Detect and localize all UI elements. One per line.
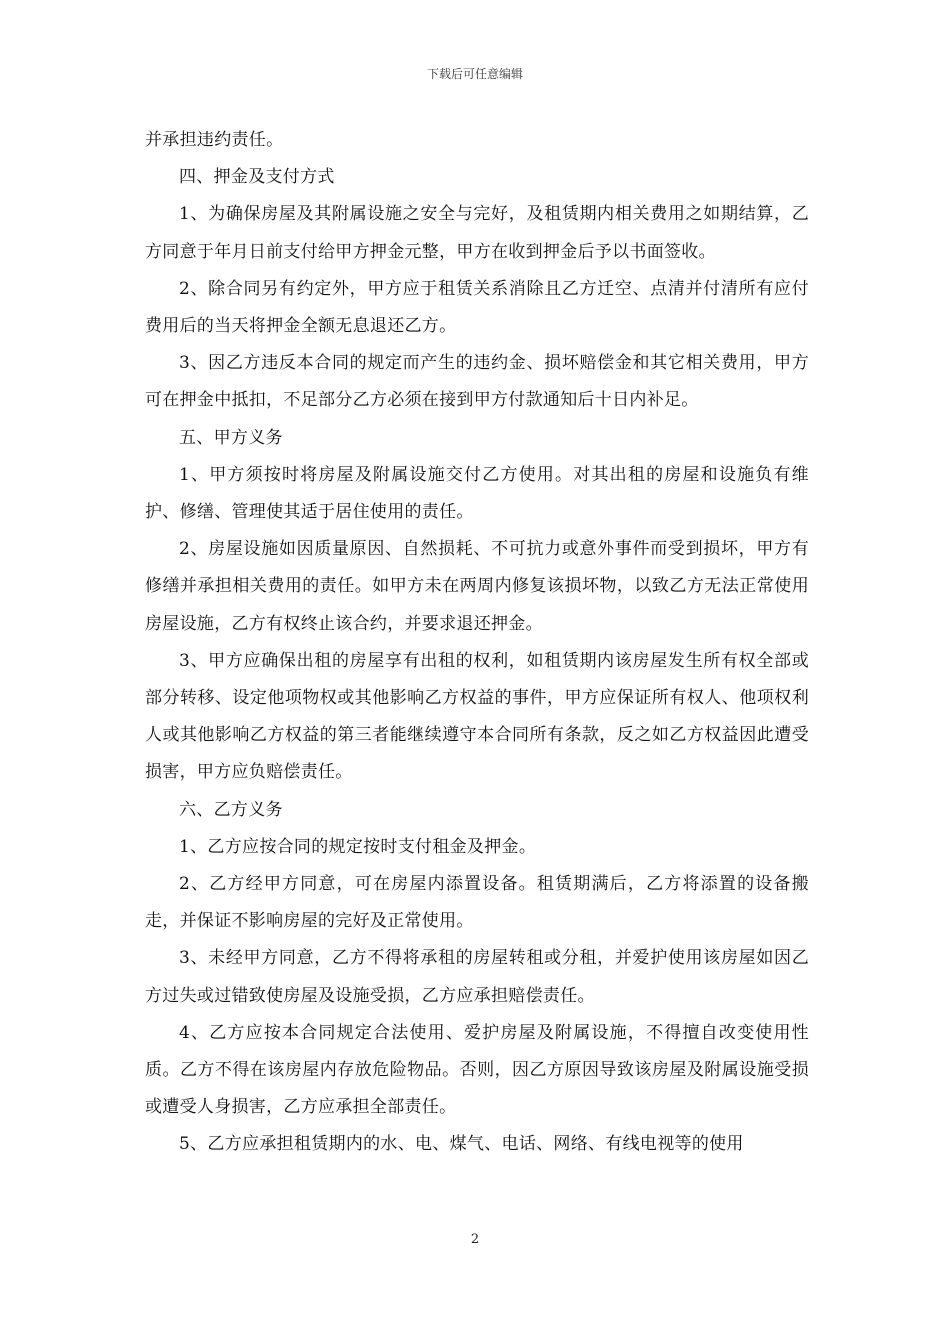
section-heading-party-a: 五、甲方义务 (179, 427, 283, 448)
document-body (145, 122, 809, 1164)
paragraph-deposit-2: 2、除合同另有约定外，甲方应于租赁关系消除且乙方迁空、点清并付清所有应付费用后的当天将押金全额无息退还乙方。 (145, 278, 809, 337)
page-number: 2 (470, 1232, 480, 1247)
paragraph-1: 并承担违约责任。 (145, 130, 284, 150)
section-heading-deposit: 四、押金及支付方式 (179, 167, 335, 188)
paragraph-party-b-4: 4、乙方应按本合同规定合法使用、爱护房屋及附属设施，不得擅自改变使用性质。乙方不得在该房屋内存放危险物品。否则，因乙方原因导致该房屋及附属设施受损或遭受人身损害，乙方应承担全部责任。 (145, 1022, 809, 1118)
paragraph-party-a-2: 2、房屋设施如因质量原因、自然损耗、不可抗力或意外事件而受到损坏，甲方有修缮并承担相关费用的责任。如甲方未在两周内修复该损坏物，以致乙方无法正常使用房屋设施，乙方有权终止该合约，并要求退还押金。 (145, 539, 809, 634)
paragraph-party-a-3: 3、甲方应确保出租的房屋享有出租的权利，如租赁期内该房屋发生所有权全部或部分转移、设定他项物权或其他影响乙方权益的事件，甲方应保证所有权人、他项权利人或其他影响乙方权益的第三者能继续遵守本合同所有条款，反之如乙方权益因此遭受损害，甲方应负赔偿责任。 (145, 650, 809, 783)
paragraph-party-b-3: 3、未经甲方同意，乙方不得将承租的房屋转租或分租，并爱护使用该房屋如因乙方过失或过错致使房屋及设施受损，乙方应承担赔偿责任。 (145, 948, 809, 1006)
paragraph-deposit-1: 1、为确保房屋及其附属设施之安全与完好，及租赁期内相关费用之如期结算，乙方同意于年月日前支付给甲方押金元整，甲方在收到押金后予以书面签收。 (145, 204, 809, 262)
paragraph-party-b-2: 2、乙方经甲方同意，可在房屋内添置设备。租赁期满后，乙方将添置的设备搬走，并保证不影响房屋的完好及正常使用。 (145, 874, 809, 932)
paragraph-deposit-3: 3、因乙方违反本合同的规定而产生的违约金、损坏赔偿金和其它相关费用，甲方可在押金中抵扣，不足部分乙方必须在接到甲方付款通知后十日内补足。 (145, 353, 809, 411)
paragraph-party-b-1: 1、乙方应按合同的规定按时支付租金及押金。 (179, 836, 537, 857)
section-heading-party-b: 六、乙方义务 (179, 799, 283, 820)
page-header: 下载后可任意编辑 (426, 67, 523, 81)
paragraph-party-b-5: 5、乙方应承担租赁期内的水、电、煤气、电话、网络、有线电视等的使用 (179, 1134, 744, 1155)
paragraph-party-a-1: 1、甲方须按时将房屋及附属设施交付乙方使用。对其出租的房屋和设施负有维护、修缮、管理使其适于居住使用的责任。 (145, 464, 809, 523)
